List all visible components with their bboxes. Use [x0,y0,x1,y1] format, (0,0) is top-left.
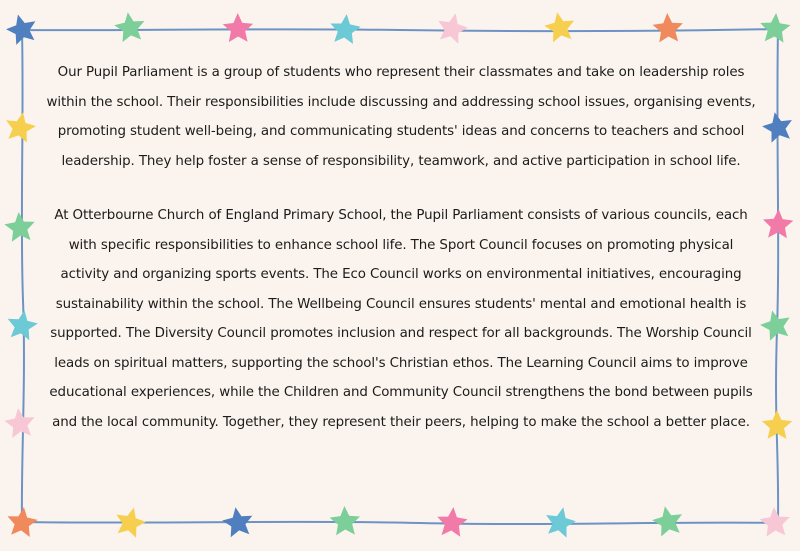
star-icon [546,507,576,537]
border-left [22,30,24,522]
star-icon [760,507,790,537]
star-icon [760,311,790,341]
star-icon [4,212,34,242]
star-icon [652,506,682,536]
star-icon [223,13,253,42]
border-right [776,29,778,523]
star-icon [760,13,790,43]
star-icon [114,12,144,42]
star-icon [8,507,38,537]
star-icon [4,408,34,438]
star-icon [8,310,38,340]
star-icon [653,13,683,42]
intro-paragraph: Our Pupil Parliament is a group of students who represent their classmates and take on leadership roles within the school. Their responsibilities include discussing and addressing school issues, organising events, promoting student well-being, and communicating students' ideas and concerns to teachers and school leadership. They help foster a sense of responsibility, teamwork, and active participation in school life. [46,65,756,169]
star-icon [6,112,36,142]
star-icon [544,12,574,42]
star-icon [330,506,360,535]
councils-paragraph: At Otterbourne Church of England Primary School, the Pupil Parliament consists of various councils, each with specific responsibilities to enhance school life. The Sport Council focuses on promoting physical activity and organizing sports events. The Eco Council works on environmental initiatives, encouraging sustainability within the school. The Wellbeing Council ensures students' mental and emotional health is supported. The Diversity Council promotes inclusion and respect for all backgrounds. The Worship Council leads on spiritual matters, supporting the school's Christian ethos. The Learning Council aims to improve educational experiences, while the Children and Community Council strengthens the bond between pupils and the local community. Together, they represent their peers, helping to make the school a better place. [49,208,753,430]
star-icon [438,13,468,43]
star-icon [437,507,467,537]
text-content [46,58,756,437]
